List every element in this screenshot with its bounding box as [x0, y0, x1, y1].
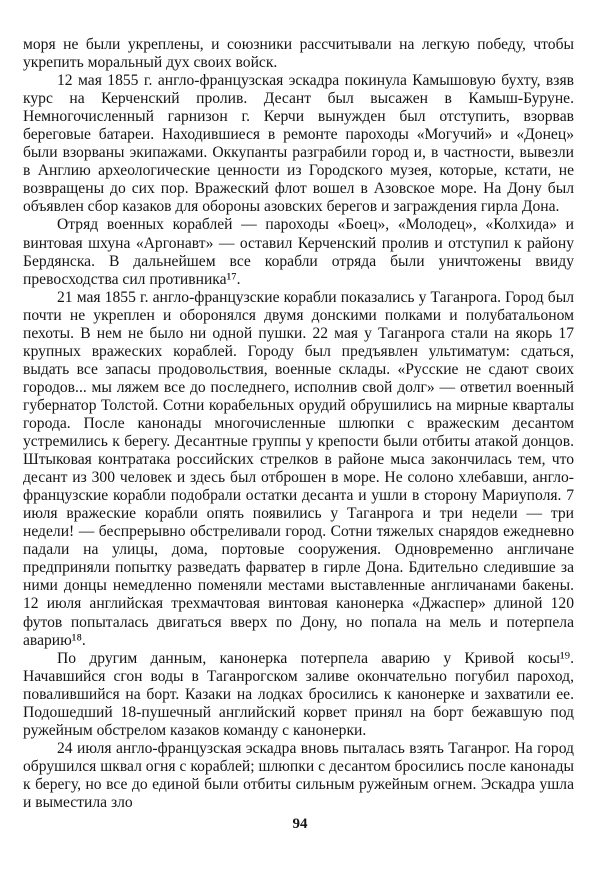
paragraph-continued: моря не были укреплены, и союзники рассчитывали на легкую победу, чтобы укрепить моральный дух своих войск.: [23, 36, 574, 72]
paragraph-gunboat-capture: По другим данным, канонерка потерпела аварию у Кривой косы¹⁹. Начавшийся сгон воды в Таганрогском заливе окончательно погубил пароход, повалившийся на борт. Казаки на лодках бросились к канонерке и захватили ее. Подошедший 18-пушечный английский корвет принял на борт бежавшую под ружейным обстрелом казаков команду с канонерки.: [23, 649, 574, 739]
page-number: 94: [292, 816, 308, 832]
paragraph-taganrog-siege: 21 мая 1855 г. англо-французские корабли показались у Таганрога. Город был почти не укреплен и оборонялся двумя донскими полками и полубатальоном пехоты. В нем не было ни одной пушки. 22 мая у Таганрога стали на якорь 17 крупных вражеских кораблей. Городу был предъявлен ультиматум: сдаться, выдать все запасы продовольствия, военные склады. «Русские не сдают своих городов... мы ляжем все до последнего, исполнив свой долг» — ответил военный губернатор Толстой. Сотни корабельных орудий обрушились на мирные кварталы города. После канонады многочисленные шлюпки с вражеским десантом устремились к берегу. Десантные группы у крепости были отбиты атакой донцов. Штыковая контратака российских стрелков в районе мыса закончилась тем, что десант из 300 человек и здесь был отброшен в море. Не солоно хлебавши, англо-французские корабли подобрали остатки десанта и ушли в сторону Мариуполя. 7 июля вражеские корабли опять появились у Таганрога и три недели — три недели! — беспрерывно обстреливали город. Сотни тяжелых снарядов ежедневно падали на улицы, дома, портовые сооружения. Одновременно англичане предприняли попытку разведать фарватер в гирле Дона. Бдительно следившие за ними донцы немедленно поменяли местами выставленные англичанами бакены. 12 июля английская трехмачтовая винтовая канонерка «Джаспер» длиной 120 футов попыталась двигаться вверх по Дону, но попала на мель и потерпела аварию¹⁸.: [23, 288, 574, 649]
paragraph-ships-retreat: Отряд военных кораблей — пароходы «Боец», «Молодец», «Колхида» и винтовая шхуна «Аргонавт» — оставил Керченский пролив и отступил к району Бердянска. В дальнейшем все корабли отряда были уничтожены ввиду превосходства сил противника¹⁷.: [23, 216, 574, 288]
paragraph-kerch-landing: 12 мая 1855 г. англо-французская эскадра покинула Камышовую бухту, взяв курс на Керченский пролив. Десант был высажен в Камыш-Буруне. Немногочисленный гарнизон г. Керчи вынужден был отступить, взорвав береговые батареи. Находившиеся в ремонте пароходы «Могучий» и «Донец» были взорваны экипажами. Оккупанты разграбили город и, в частности, вывезли в Англию археологические ценности из Городского музея, которые, кстати, не возвращены до сих пор. Вражеский флот вошел в Азовское море. На Дону был объявлен сбор казаков для обороны азовских берегов и заграждения гирла Дона.: [23, 72, 574, 216]
page-body: [23, 36, 574, 812]
paragraph-july-attack: 24 июля англо-французская эскадра вновь пыталась взять Таганрог. На город обрушился шквал огня с кораблей; шлюпки с десантом бросились после канонады к берегу, но все до единой были отбиты сильным ружейным огнем. Эскадра ушла и выместила зло: [23, 739, 574, 811]
